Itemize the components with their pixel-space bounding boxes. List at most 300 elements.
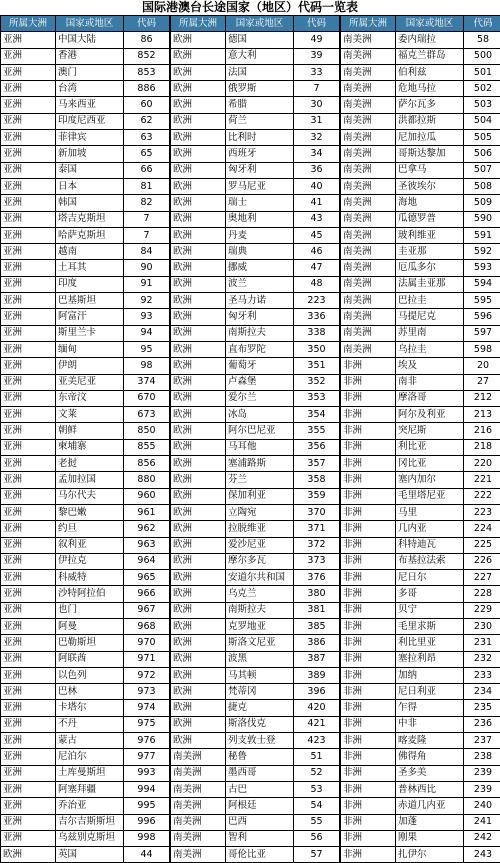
cell-continent: 欧洲 [171, 146, 226, 162]
cell-country: 伊拉克 [56, 553, 124, 569]
cell-continent: 非洲 [341, 488, 396, 504]
cell-code: 91 [124, 276, 170, 292]
table-row [171, 358, 340, 374]
cell-code: 218 [464, 439, 500, 455]
table-row [171, 407, 340, 423]
cell-code: 226 [464, 553, 500, 569]
cell-continent: 欧洲 [171, 488, 226, 504]
cell-code: 65 [124, 146, 170, 162]
cell-country: 土耳其 [56, 260, 124, 276]
cell-code: 351 [294, 358, 340, 374]
cell-country: 爱尔兰 [226, 390, 294, 406]
cell-code: 373 [294, 553, 340, 569]
cell-continent: 亚洲 [1, 260, 56, 276]
table-row [171, 553, 340, 569]
cell-code: 242 [464, 830, 500, 846]
cell-country: 约旦 [56, 521, 124, 537]
cell-continent: 非洲 [341, 618, 396, 634]
table-row [171, 97, 340, 113]
cell-country: 巴拿马 [396, 162, 464, 178]
cell-continent: 非洲 [341, 847, 396, 863]
cell-continent: 欧洲 [171, 113, 226, 129]
cell-code: 54 [294, 798, 340, 814]
cell-code: 370 [294, 504, 340, 520]
cell-code: 967 [124, 602, 170, 618]
cell-country: 圣多美 [396, 765, 464, 781]
table-row [1, 178, 170, 194]
cell-country: 梵蒂冈 [226, 684, 294, 700]
cell-continent: 非洲 [341, 456, 396, 472]
table-row [1, 814, 170, 830]
cell-code: 336 [294, 309, 340, 325]
table-row [171, 488, 340, 504]
cell-country: 波黑 [226, 651, 294, 667]
cell-continent: 非洲 [341, 358, 396, 374]
cell-continent: 欧洲 [171, 341, 226, 357]
cell-continent: 非洲 [341, 521, 396, 537]
cell-continent: 亚洲 [1, 651, 56, 667]
cell-country: 拉脱维亚 [226, 521, 294, 537]
cell-code: 45 [294, 227, 340, 243]
cell-continent: 亚洲 [1, 586, 56, 602]
cell-country: 西班牙 [226, 146, 294, 162]
cell-country: 比利时 [226, 130, 294, 146]
table-row [171, 195, 340, 211]
table-row [1, 276, 170, 292]
cell-code: 93 [124, 309, 170, 325]
cell-code: 994 [124, 781, 170, 797]
table-row [341, 830, 500, 846]
cell-country: 突尼斯 [396, 423, 464, 439]
cell-country: 伊朗 [56, 358, 124, 374]
cell-country: 科威特 [56, 570, 124, 586]
cell-country: 阿曼 [56, 618, 124, 634]
cell-country: 波兰 [226, 276, 294, 292]
cell-continent: 非洲 [341, 765, 396, 781]
cell-continent: 非洲 [341, 830, 396, 846]
cell-country: 阿塞拜疆 [56, 781, 124, 797]
cell-country: 也门 [56, 602, 124, 618]
cell-continent: 亚洲 [1, 472, 56, 488]
table-row [171, 700, 340, 716]
table-row [171, 293, 340, 309]
cell-code: 57 [294, 847, 340, 863]
cell-code: 386 [294, 635, 340, 651]
cell-continent: 欧洲 [171, 293, 226, 309]
cell-country: 克罗地亚 [226, 618, 294, 634]
cell-continent: 欧洲 [171, 407, 226, 423]
cell-code: 359 [294, 488, 340, 504]
cell-country: 马其顿 [226, 667, 294, 683]
table-row [341, 488, 500, 504]
cell-code: 971 [124, 651, 170, 667]
cell-continent: 南美洲 [341, 113, 396, 129]
cell-continent: 非洲 [341, 602, 396, 618]
cell-code: 595 [464, 293, 500, 309]
table-row [341, 358, 500, 374]
table-row [171, 456, 340, 472]
cell-country: 毛里求斯 [396, 618, 464, 634]
table-row [1, 390, 170, 406]
cell-continent: 亚洲 [1, 618, 56, 634]
table-row [1, 423, 170, 439]
cell-continent: 非洲 [341, 684, 396, 700]
cell-continent: 欧洲 [171, 162, 226, 178]
table-row [1, 684, 170, 700]
cell-continent: 非洲 [341, 586, 396, 602]
cell-continent: 亚洲 [1, 211, 56, 227]
table-row [171, 309, 340, 325]
table-row [341, 407, 500, 423]
table-row [341, 325, 500, 341]
table-row [341, 602, 500, 618]
cell-code: 66 [124, 162, 170, 178]
cell-code: 49 [294, 32, 340, 48]
table-row [1, 456, 170, 472]
cell-code: 855 [124, 439, 170, 455]
cell-code: 355 [294, 423, 340, 439]
cell-continent: 欧洲 [171, 358, 226, 374]
table-row [171, 602, 340, 618]
cell-code: 504 [464, 113, 500, 129]
cell-country: 毛里塔尼亚 [396, 488, 464, 504]
cell-code: 94 [124, 325, 170, 341]
cell-country: 智利 [226, 830, 294, 846]
cell-code: 20 [464, 358, 500, 374]
table-row [171, 439, 340, 455]
cell-code: 850 [124, 423, 170, 439]
cell-code: 374 [124, 374, 170, 390]
cell-code: 53 [294, 781, 340, 797]
cell-code: 852 [124, 48, 170, 64]
table-row [341, 374, 500, 390]
table-row [171, 798, 340, 814]
cell-code: 856 [124, 456, 170, 472]
cell-code: 961 [124, 504, 170, 520]
cell-continent: 亚洲 [1, 570, 56, 586]
table-row [1, 553, 170, 569]
cell-continent: 非洲 [341, 749, 396, 765]
cell-continent: 亚洲 [1, 765, 56, 781]
cell-code: 500 [464, 48, 500, 64]
cell-code: 86 [124, 32, 170, 48]
cell-country: 荷兰 [226, 113, 294, 129]
cell-continent: 欧洲 [171, 618, 226, 634]
cell-country: 埃及 [396, 358, 464, 374]
cell-country: 尼加拉瓜 [396, 130, 464, 146]
cell-continent: 南美洲 [341, 276, 396, 292]
table-row [171, 667, 340, 683]
table-row [341, 635, 500, 651]
cell-continent: 亚洲 [1, 814, 56, 830]
cell-code: 60 [124, 97, 170, 113]
table-row [341, 146, 500, 162]
cell-continent: 亚洲 [1, 537, 56, 553]
cell-code: 43 [294, 211, 340, 227]
cell-continent: 欧洲 [171, 130, 226, 146]
cell-code: 381 [294, 602, 340, 618]
table-row [171, 162, 340, 178]
cell-code: 34 [294, 146, 340, 162]
cell-country: 丹麦 [226, 227, 294, 243]
cell-country: 尼日利亚 [396, 684, 464, 700]
cell-continent: 欧洲 [171, 244, 226, 260]
table-row [341, 178, 500, 194]
cell-country: 马耳他 [226, 439, 294, 455]
cell-continent: 亚洲 [1, 64, 56, 80]
table-row [1, 374, 170, 390]
table-row [341, 64, 500, 80]
cell-code: 82 [124, 195, 170, 211]
cell-country: 斯洛伐克 [226, 716, 294, 732]
cell-continent: 亚洲 [1, 553, 56, 569]
cell-country: 卢森堡 [226, 374, 294, 390]
cell-country: 马里 [396, 504, 464, 520]
table-row [341, 130, 500, 146]
cell-code: 508 [464, 178, 500, 194]
cell-country: 圭亚那 [396, 244, 464, 260]
cell-continent: 亚洲 [1, 113, 56, 129]
cell-code: 84 [124, 244, 170, 260]
table-row [341, 651, 500, 667]
cell-continent: 南美洲 [171, 830, 226, 846]
cell-code: 594 [464, 276, 500, 292]
cell-country: 科特迪瓦 [396, 537, 464, 553]
table-row [1, 407, 170, 423]
table-row [171, 684, 340, 700]
cell-country: 厄瓜多尔 [396, 260, 464, 276]
table-row [171, 32, 340, 48]
cell-code: 239 [464, 765, 500, 781]
cell-country: 贝宁 [396, 602, 464, 618]
cell-continent: 南美洲 [171, 798, 226, 814]
cell-code: 232 [464, 651, 500, 667]
table-row [171, 81, 340, 97]
table-row [171, 48, 340, 64]
table-row [341, 570, 500, 586]
cell-continent: 亚洲 [1, 635, 56, 651]
cell-country: 台湾 [56, 81, 124, 97]
cell-country: 朝鲜 [56, 423, 124, 439]
table-row [171, 146, 340, 162]
table-row [1, 130, 170, 146]
cell-code: 234 [464, 684, 500, 700]
cell-country: 南斯拉夫 [226, 602, 294, 618]
cell-continent: 亚洲 [1, 293, 56, 309]
table-row [1, 781, 170, 797]
cell-code: 853 [124, 64, 170, 80]
table-row [1, 358, 170, 374]
cell-country: 塞拉利昂 [396, 651, 464, 667]
cell-continent: 亚洲 [1, 716, 56, 732]
cell-continent: 欧洲 [171, 390, 226, 406]
cell-country: 芬兰 [226, 472, 294, 488]
cell-continent: 非洲 [341, 635, 396, 651]
cell-code: 507 [464, 162, 500, 178]
table-row [1, 195, 170, 211]
cell-code: 993 [124, 765, 170, 781]
cell-continent: 亚洲 [1, 684, 56, 700]
cell-continent: 南美洲 [341, 146, 396, 162]
cell-continent: 非洲 [341, 798, 396, 814]
table-row [341, 765, 500, 781]
cell-code: 32 [294, 130, 340, 146]
cell-continent: 非洲 [341, 716, 396, 732]
cell-continent: 亚洲 [1, 733, 56, 749]
cell-country: 韩国 [56, 195, 124, 211]
table-row [171, 64, 340, 80]
table-row [341, 700, 500, 716]
cell-code: 590 [464, 211, 500, 227]
cell-continent: 欧洲 [171, 537, 226, 553]
cell-country: 加纳 [396, 667, 464, 683]
table-row [171, 341, 340, 357]
cell-code: 376 [294, 570, 340, 586]
cell-continent: 南美洲 [171, 814, 226, 830]
cell-country: 捷克 [226, 700, 294, 716]
cell-code: 47 [294, 260, 340, 276]
table-row [1, 765, 170, 781]
cell-country: 塞内加尔 [396, 472, 464, 488]
cell-country: 匈牙利 [226, 162, 294, 178]
cell-continent: 非洲 [341, 504, 396, 520]
cell-code: 972 [124, 667, 170, 683]
table-row [171, 765, 340, 781]
cell-country: 赤道几内亚 [396, 798, 464, 814]
table-row [171, 716, 340, 732]
cell-country: 古巴 [226, 781, 294, 797]
cell-country: 东帝汶 [56, 390, 124, 406]
cell-country: 瓜德罗普 [396, 211, 464, 227]
cell-code: 387 [294, 651, 340, 667]
table-header-row [171, 16, 340, 32]
cell-continent: 欧洲 [171, 81, 226, 97]
table-row [1, 293, 170, 309]
cell-country: 苏里南 [396, 325, 464, 341]
cell-continent: 亚洲 [1, 276, 56, 292]
cell-country: 斯里兰卡 [56, 325, 124, 341]
cell-country: 奥地利 [226, 211, 294, 227]
cell-country: 塔吉克斯坦 [56, 211, 124, 227]
table-row [1, 733, 170, 749]
cell-code: 90 [124, 260, 170, 276]
cell-code: 960 [124, 488, 170, 504]
header-country: 国家或地区 [396, 16, 464, 32]
table-row [341, 456, 500, 472]
table-row [1, 667, 170, 683]
cell-code: 423 [294, 733, 340, 749]
table-row [1, 651, 170, 667]
table-row [171, 635, 340, 651]
table-row [341, 162, 500, 178]
cell-code: 220 [464, 456, 500, 472]
cell-continent: 南美洲 [341, 293, 396, 309]
table-row [341, 439, 500, 455]
table-row [171, 847, 340, 863]
table-row [171, 537, 340, 553]
table-row [171, 211, 340, 227]
cell-code: 977 [124, 749, 170, 765]
table-row [1, 472, 170, 488]
cell-continent: 欧洲 [171, 178, 226, 194]
cell-continent: 欧洲 [171, 227, 226, 243]
cell-continent: 亚洲 [1, 341, 56, 357]
cell-country: 加蓬 [396, 814, 464, 830]
table-row [341, 390, 500, 406]
cell-continent: 亚洲 [1, 667, 56, 683]
cell-code: 591 [464, 227, 500, 243]
table-row [171, 130, 340, 146]
cell-country: 乌克兰 [226, 586, 294, 602]
cell-country: 佛得角 [396, 749, 464, 765]
cell-code: 995 [124, 798, 170, 814]
cell-continent: 南美洲 [341, 260, 396, 276]
cell-country: 卡塔尔 [56, 700, 124, 716]
cell-code: 372 [294, 537, 340, 553]
code-table-block-3 [340, 15, 500, 863]
cell-code: 506 [464, 146, 500, 162]
table-row [1, 537, 170, 553]
table-row [341, 97, 500, 113]
cell-continent: 亚洲 [1, 781, 56, 797]
cell-continent: 欧洲 [171, 64, 226, 80]
table-row [341, 227, 500, 243]
cell-code: 592 [464, 244, 500, 260]
cell-code: 976 [124, 733, 170, 749]
table-row [171, 651, 340, 667]
table-row [171, 244, 340, 260]
cell-code: 356 [294, 439, 340, 455]
cell-code: 7 [124, 227, 170, 243]
cell-country: 刚果 [396, 830, 464, 846]
cell-country: 保加利亚 [226, 488, 294, 504]
cell-code: 230 [464, 618, 500, 634]
cell-code: 501 [464, 64, 500, 80]
cell-code: 40 [294, 178, 340, 194]
cell-continent: 欧洲 [171, 374, 226, 390]
cell-code: 27 [464, 374, 500, 390]
table-row [171, 570, 340, 586]
table-row [1, 830, 170, 846]
cell-country: 印度尼西亚 [56, 113, 124, 129]
header-continent: 所属大洲 [1, 16, 56, 32]
cell-country: 玻利维亚 [396, 227, 464, 243]
cell-country: 哥伦比亚 [226, 847, 294, 863]
cell-continent: 亚洲 [1, 700, 56, 716]
cell-continent: 南美洲 [341, 48, 396, 64]
cell-continent: 非洲 [341, 407, 396, 423]
cell-country: 巴林 [56, 684, 124, 700]
table-row [171, 325, 340, 341]
table-row [341, 293, 500, 309]
cell-continent: 南美洲 [341, 178, 396, 194]
cell-continent: 欧洲 [171, 635, 226, 651]
cell-code: 509 [464, 195, 500, 211]
cell-continent: 非洲 [341, 537, 396, 553]
table-row [341, 309, 500, 325]
cell-continent: 欧洲 [171, 325, 226, 341]
cell-country: 土库曼斯坦 [56, 765, 124, 781]
table-row [1, 227, 170, 243]
cell-country: 安道尔共和国 [226, 570, 294, 586]
cell-continent: 亚洲 [1, 162, 56, 178]
cell-country: 瑞士 [226, 195, 294, 211]
cell-country: 阿尔及利亚 [396, 407, 464, 423]
cell-code: 56 [294, 830, 340, 846]
table-row [1, 635, 170, 651]
code-table-block-1 [0, 15, 170, 863]
cell-continent: 欧洲 [171, 504, 226, 520]
